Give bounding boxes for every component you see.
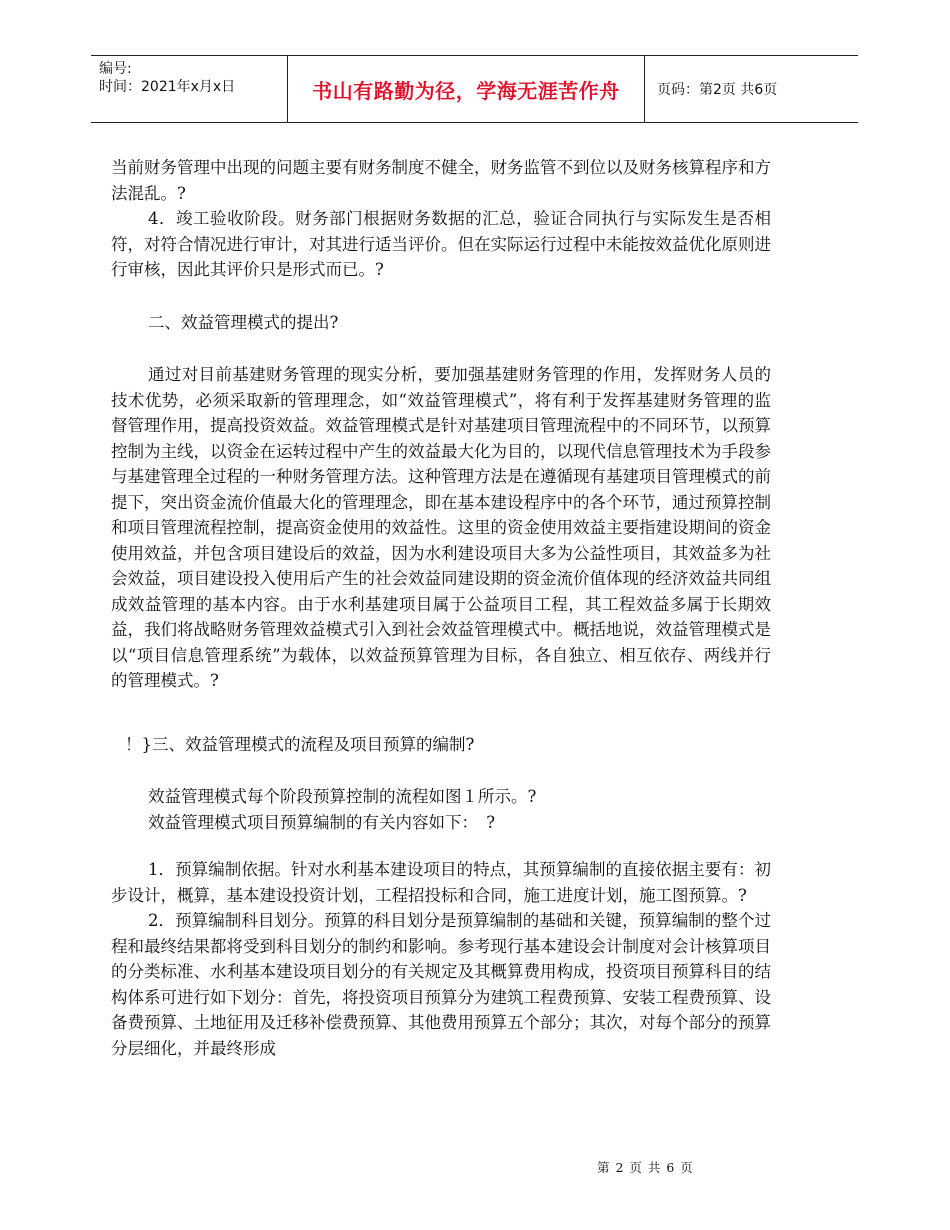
- body-paragraph: 通过对目前基建财务管理的现实分析，要加强基建财务管理的作用，发挥财务人员的技术优势，必须采取新的管理理念，如“效益管理模式”，将有利于发挥基建财务管理的监督管理作用，提高投资效益。效益管理模式是针对基建项目管理流程中的不同环节，以预算控制为主线，以资金在运转过程中产生的效益最大化为目的，以现代信息管理技术为手段参与基建管理全过程的一种财务管理方法。这种管理方法是在遵循现有基建项目管理模式的前提下，突出资金流价值最大化的管理理念，即在基本建设程序中的各个环节，通过预算控制和项目管理流程控制，提高资金使用的效益性。这里的资金使用效益主要指建设期间的资金使用效益，并包含项目建设后的效益，因为水利建设项目大多为公益性项目，其效益多为社会效益，项目建设投入使用后产生的社会效益同建设期的资金流价值体现的经济效益共同组成效益管理的基本内容。由于水利基建项目属于公益项目工程，其工程效益多属于长期效益，我们将战略财务管理效益模式引入到社会效益管理模式中。概括地说，效益管理模式是以“项目信息管理系统”为载体，以效益预算管理为目标，各自独立、相互依存、两线并行的管理模式。?: [111, 365, 771, 690]
- page-header: [91, 55, 858, 123]
- body-paragraph: 效益管理模式每个阶段预算控制的流程如图１所示。?: [148, 787, 537, 806]
- document-body: [111, 155, 771, 1061]
- page-footer: 第 2 页 共 6 页: [597, 1160, 693, 1175]
- header-motto: 书山有路勤为径，学海无涯苦作舟: [287, 56, 645, 122]
- document-number-label: 编号:: [99, 61, 132, 77]
- body-paragraph: 当前财务管理中出现的问题主要有财务制度不健全，财务监管不到位以及财务核算程序和方法混乱。?: [111, 158, 771, 203]
- body-paragraph: 效益管理模式项目预算编制的有关内容如下： ?: [148, 812, 496, 832]
- body-paragraph: 1．预算编制依据。针对水利基本建设项目的特点，其预算编制的直接依据主要有：初步设计，概算，基本建设投资计划，工程招投标和合同，施工进度计划，施工图预算。?: [111, 860, 771, 905]
- body-paragraph: 4．竣工验收阶段。财务部门根据财务数据的汇总，验证合同执行与实际发生是否相符，对符合情况进行审计，对其进行适当评价。但在实际运行过程中未能按效益优化原则进行审核，因此其评价只是形式而已。?: [111, 209, 771, 279]
- section-heading: ！}三、效益管理模式的流程及项目预算的编制?: [125, 734, 475, 754]
- section-heading: 二、效益管理模式的提出?: [148, 312, 339, 332]
- header-meta: [91, 56, 287, 122]
- document-date: 时间：2021年x月x日: [99, 79, 236, 95]
- body-paragraph: 2．预算编制科目划分。预算的科目划分是预算编制的基础和关键，预算编制的整个过程和最终结果都将受到科目划分的制约和影响。参考现行基本建设会计制度对会计核算项目的分类标准、水利基本建设项目划分的有关规定及其概算费用构成，投资项目预算科目的结构体系可进行如下划分：首先，将投资项目预算分为建筑工程费预算、安装工程费预算、设备费预算、土地征用及迁移补偿费预算、其他费用预算五个部分；其次，对每个部分的预算分层细化，并最终形成: [111, 911, 771, 1058]
- header-page-indicator: 页码：第2页 共6页: [657, 82, 778, 98]
